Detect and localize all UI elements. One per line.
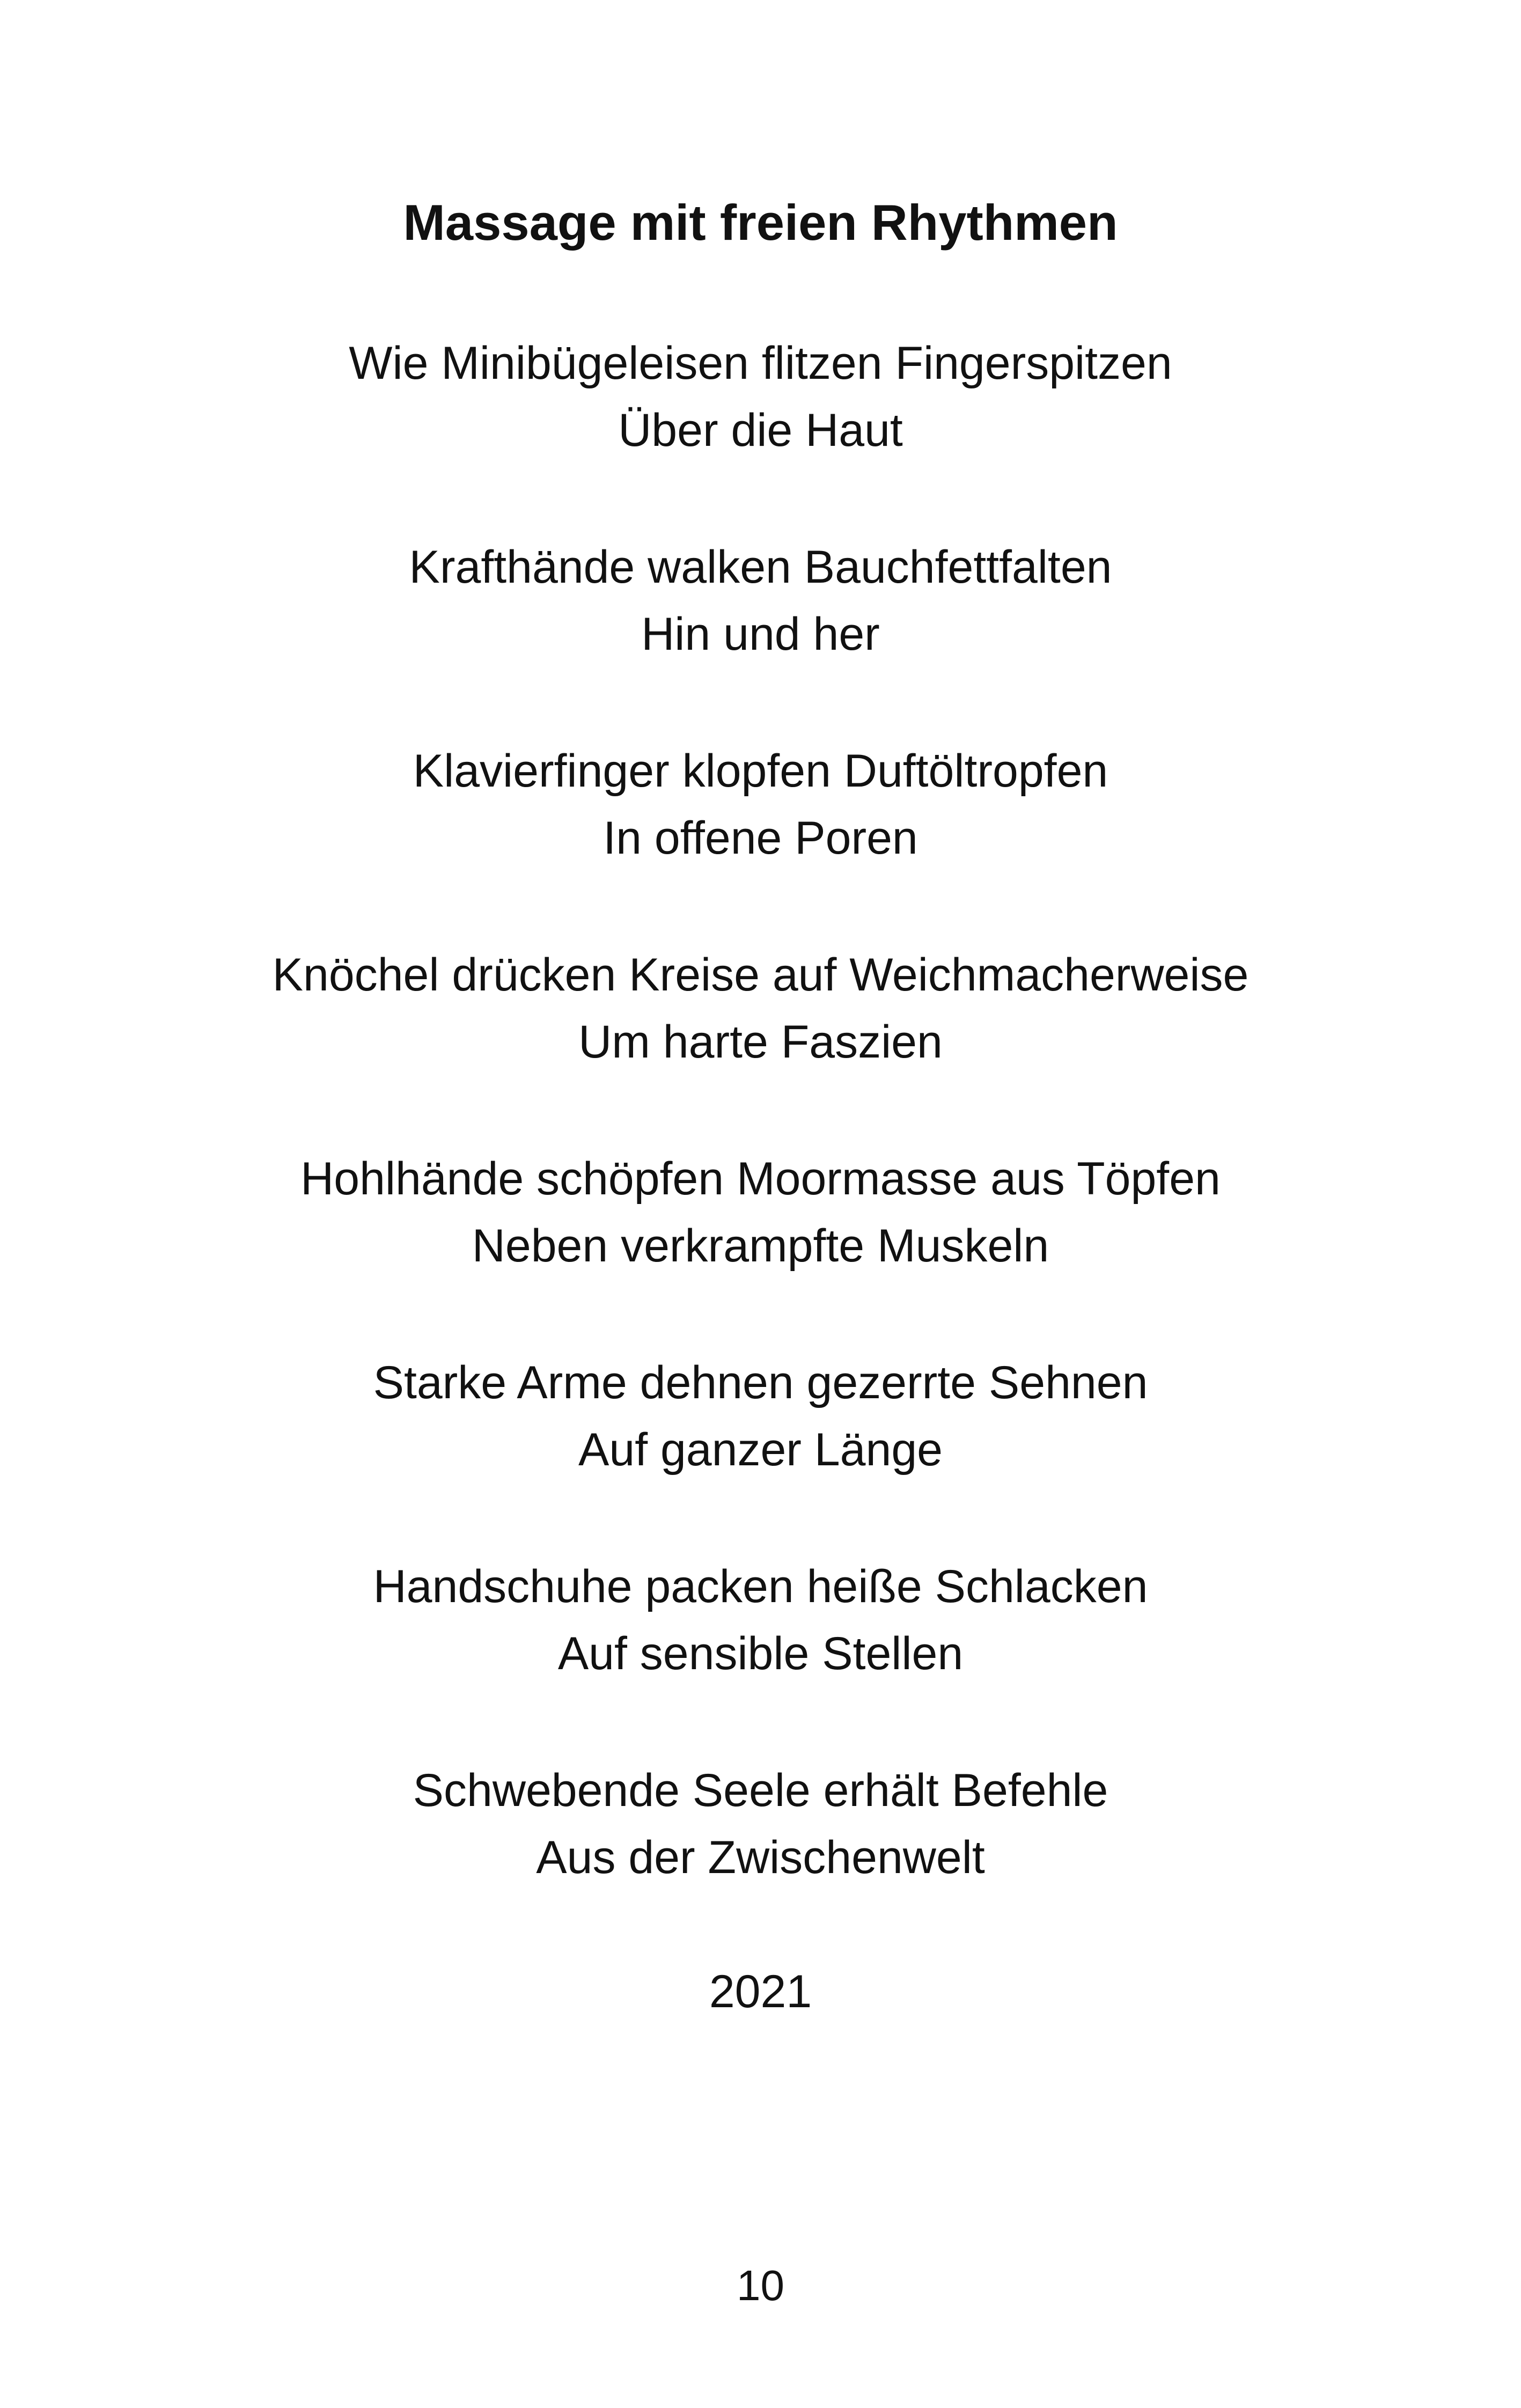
stanza-line: Wie Minibügeleisen flitzen Fingerspitzen [349,337,1172,389]
stanza-line: Aus der Zwischenwelt [536,1832,985,1883]
stanza-3 [0,738,1521,942]
stanza-line: Auf sensible Stellen [557,1628,964,1679]
stanza-line: In offene Poren [603,812,918,864]
stanza-line: Hohlhände schöpfen Moormasse aus Töpfen [300,1153,1221,1205]
stanza-5 [0,1146,1521,1349]
stanza-line: Knöchel drücken Kreise auf Weichmacherweise [272,949,1249,1001]
stanza-8 [0,1757,1521,1961]
poem-year: 2021 [709,1966,812,2017]
stanza-line: Klavierfinger klopfen Duftöltropfen [413,745,1108,797]
stanza-line: Hin und her [641,608,880,660]
stanza-1 [0,330,1521,534]
poem-body [0,330,1521,1961]
page-number: 10 [737,2262,784,2309]
poem-title: Massage mit freien Rhythmen [403,194,1118,251]
stanza-4 [0,942,1521,1146]
stanza-line: Neben verkrampfte Muskeln [472,1220,1049,1272]
stanza-line: Um harte Faszien [578,1016,943,1068]
stanza-line: Auf ganzer Länge [578,1424,943,1475]
stanza-line: Starke Arme dehnen gezerrte Sehnen [373,1357,1148,1408]
stanza-7 [0,1553,1521,1757]
stanza-line: Über die Haut [618,405,903,456]
stanza-2 [0,534,1521,738]
stanza-6 [0,1349,1521,1553]
stanza-line: Krafthände walken Bauchfettfalten [409,541,1112,593]
stanza-line: Schwebende Seele erhält Befehle [413,1765,1108,1816]
stanza-line: Handschuhe packen heiße Schlacken [373,1561,1148,1612]
